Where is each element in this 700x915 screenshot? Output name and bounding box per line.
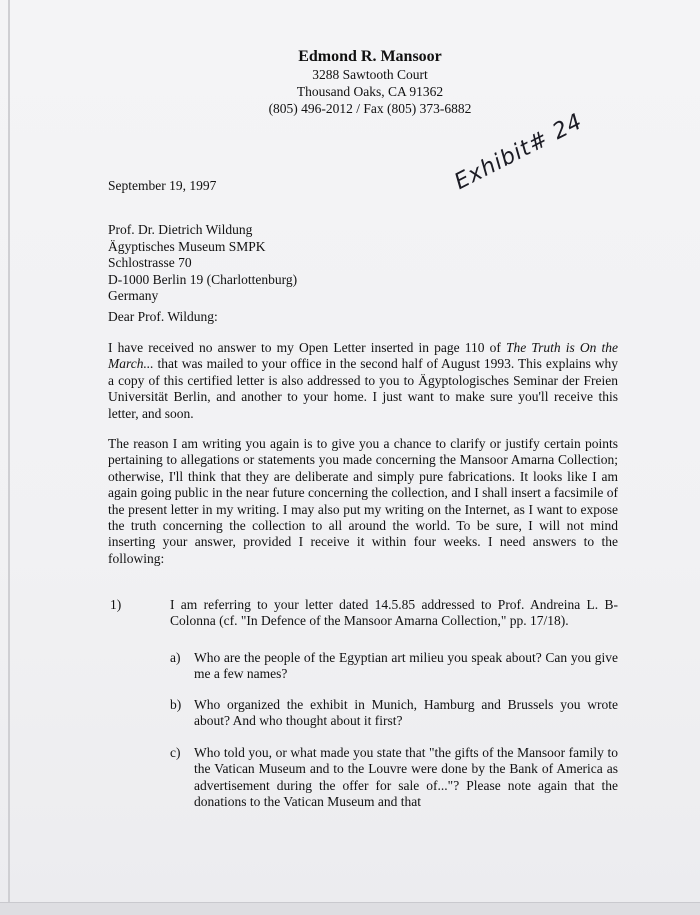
subitem-text: Who told you, or what made you state that "the gifts of the Mansoor family to the Vatican Museum and to the Louvre were done by the Bank of America as advertisement during the offer for sale of..."? Please note again that the donations to the Vatican Museum and that: [194, 745, 618, 810]
paragraph-2: The reason I am writing you again is to give you a chance to clarify or justify certain points pertaining to allegations or statements you made concerning the Mansoor Amarna Collection; otherwise, I'll think that they are deliberate and simply pure fabrications. It looks like I am again going public in the near future concerning the collection, and I shall insert a facsimile of the present letter in my writing. I may also put my writing on the Internet, as I want to expose the truth concerning the collection to all around the world. To be sure, I will not mind inserting your answer, provided I receive it within four weeks. I need answers to the following:: [108, 436, 618, 566]
subitem-letter: a): [170, 650, 181, 665]
subitem-text: Who organized the exhibit in Munich, Hamburg and Brussels you wrote about? And who thought about it first?: [194, 697, 618, 729]
book-title: The Truth is On the March...: [108, 340, 618, 372]
letter-date: September 19, 1997: [108, 178, 217, 193]
item-number: 1): [110, 597, 122, 612]
subitem-text: Who are the people of the Egyptian art milieu you speak about? Can you give me a few names?: [194, 650, 618, 682]
recipient-address: [108, 222, 297, 305]
handwritten-exhibit-note: Exhibit# 24: [450, 109, 587, 195]
paragraph-1-text-b: that was mailed to your office in the second half of August 1993. This explains why a copy of this certified letter is also addressed to you to Ägyptologisches Seminar der Freien Universität Berlin, and another to your home. I just want to make sure you'll receive this letter, and soon.: [108, 356, 618, 421]
salutation: Dear Prof. Wildung:: [108, 309, 218, 324]
recipient-line: Ägyptisches Museum SMPK: [108, 238, 266, 254]
page-edge-left: [8, 0, 10, 914]
page-edge-bottom: [0, 902, 700, 915]
sender-phone: (805) 496-2012 / Fax (805) 373-6882: [268, 101, 472, 116]
sender-street: 3288 Sawtooth Court: [312, 67, 428, 82]
subitem-letter: c): [170, 745, 181, 760]
sender-city: Thousand Oaks, CA 91362: [296, 84, 444, 99]
letterhead: [200, 48, 540, 117]
sender-name: Edmond R. Mansoor: [298, 48, 442, 65]
recipient-line: Germany: [108, 288, 159, 303]
item-text: I am referring to your letter dated 14.5.85 addressed to Prof. Andreina L. B-Colonna (cf. "In Defence of the Mansoor Amarna Collection," pp. 17/18).: [170, 597, 618, 629]
recipient-line: Schlostrasse 70: [108, 255, 192, 270]
paragraph-1: [108, 340, 618, 422]
recipient-line: Prof. Dr. Dietrich Wildung: [108, 222, 253, 237]
recipient-line: D-1000 Berlin 19 (Charlottenburg): [108, 271, 298, 287]
paragraph-1-text-a: I have received no answer to my Open Letter inserted in page 110 of: [108, 340, 507, 355]
subitem-letter: b): [170, 697, 182, 712]
